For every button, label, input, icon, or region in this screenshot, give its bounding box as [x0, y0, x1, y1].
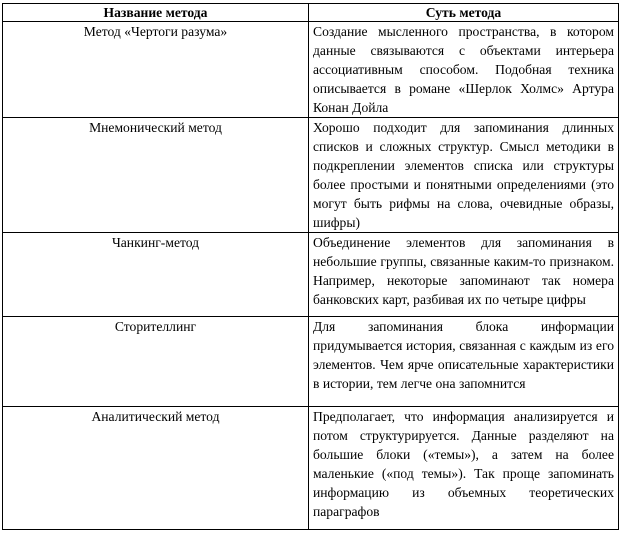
table-row: [3, 118, 619, 233]
table-row: [3, 317, 619, 407]
table-row: [3, 407, 619, 530]
method-essence-cell: Для запоминания блока информации придумывается история, связанная с каждым из его элементов. Чем ярче описательные характеристики в истории, тем легче она запомнится: [309, 317, 619, 407]
table-row: [3, 22, 619, 118]
header-method-name: Название метода: [3, 4, 309, 22]
header-method-essence: Суть метода: [309, 4, 619, 22]
table-row: [3, 233, 619, 317]
header-row: [3, 4, 619, 22]
method-name-cell: Мнемонический метод: [3, 118, 309, 233]
method-essence-cell: Хорошо подходит для запоминания длинных списков и сложных структур. Смысл методики в подкреплении элементов списка или структуры более простыми и понятными определениями (это могут быть рифмы на слова, очевидные образы, шифры): [309, 118, 619, 233]
method-name-cell: Аналитический метод: [3, 407, 309, 530]
method-name-cell: Сторителлинг: [3, 317, 309, 407]
method-name-cell: Чанкинг-метод: [3, 233, 309, 317]
method-essence-cell: Создание мысленного пространства, в котором данные связываются с объектами интерьера ассоциативным способом. Подобная техника описывается в романе «Шерлок Холмс» Артура Конан Дойла: [309, 22, 619, 118]
method-essence-cell: Объединение элементов для запоминания в небольшие группы, связанные каким-то признаком. Например, некоторые запоминают так номера банковских карт, разбивая их по четыре цифры: [309, 233, 619, 317]
memorization-methods-table: [2, 3, 619, 530]
method-name-cell: Метод «Чертоги разума»: [3, 22, 309, 118]
method-essence-cell: Предполагает, что информация анализируется и потом структурируется. Данные разделяют на большие блоки («темы»), а затем на более маленькие («под темы»). Так проще запоминать информацию из объемных теоретических параграфов: [309, 407, 619, 530]
